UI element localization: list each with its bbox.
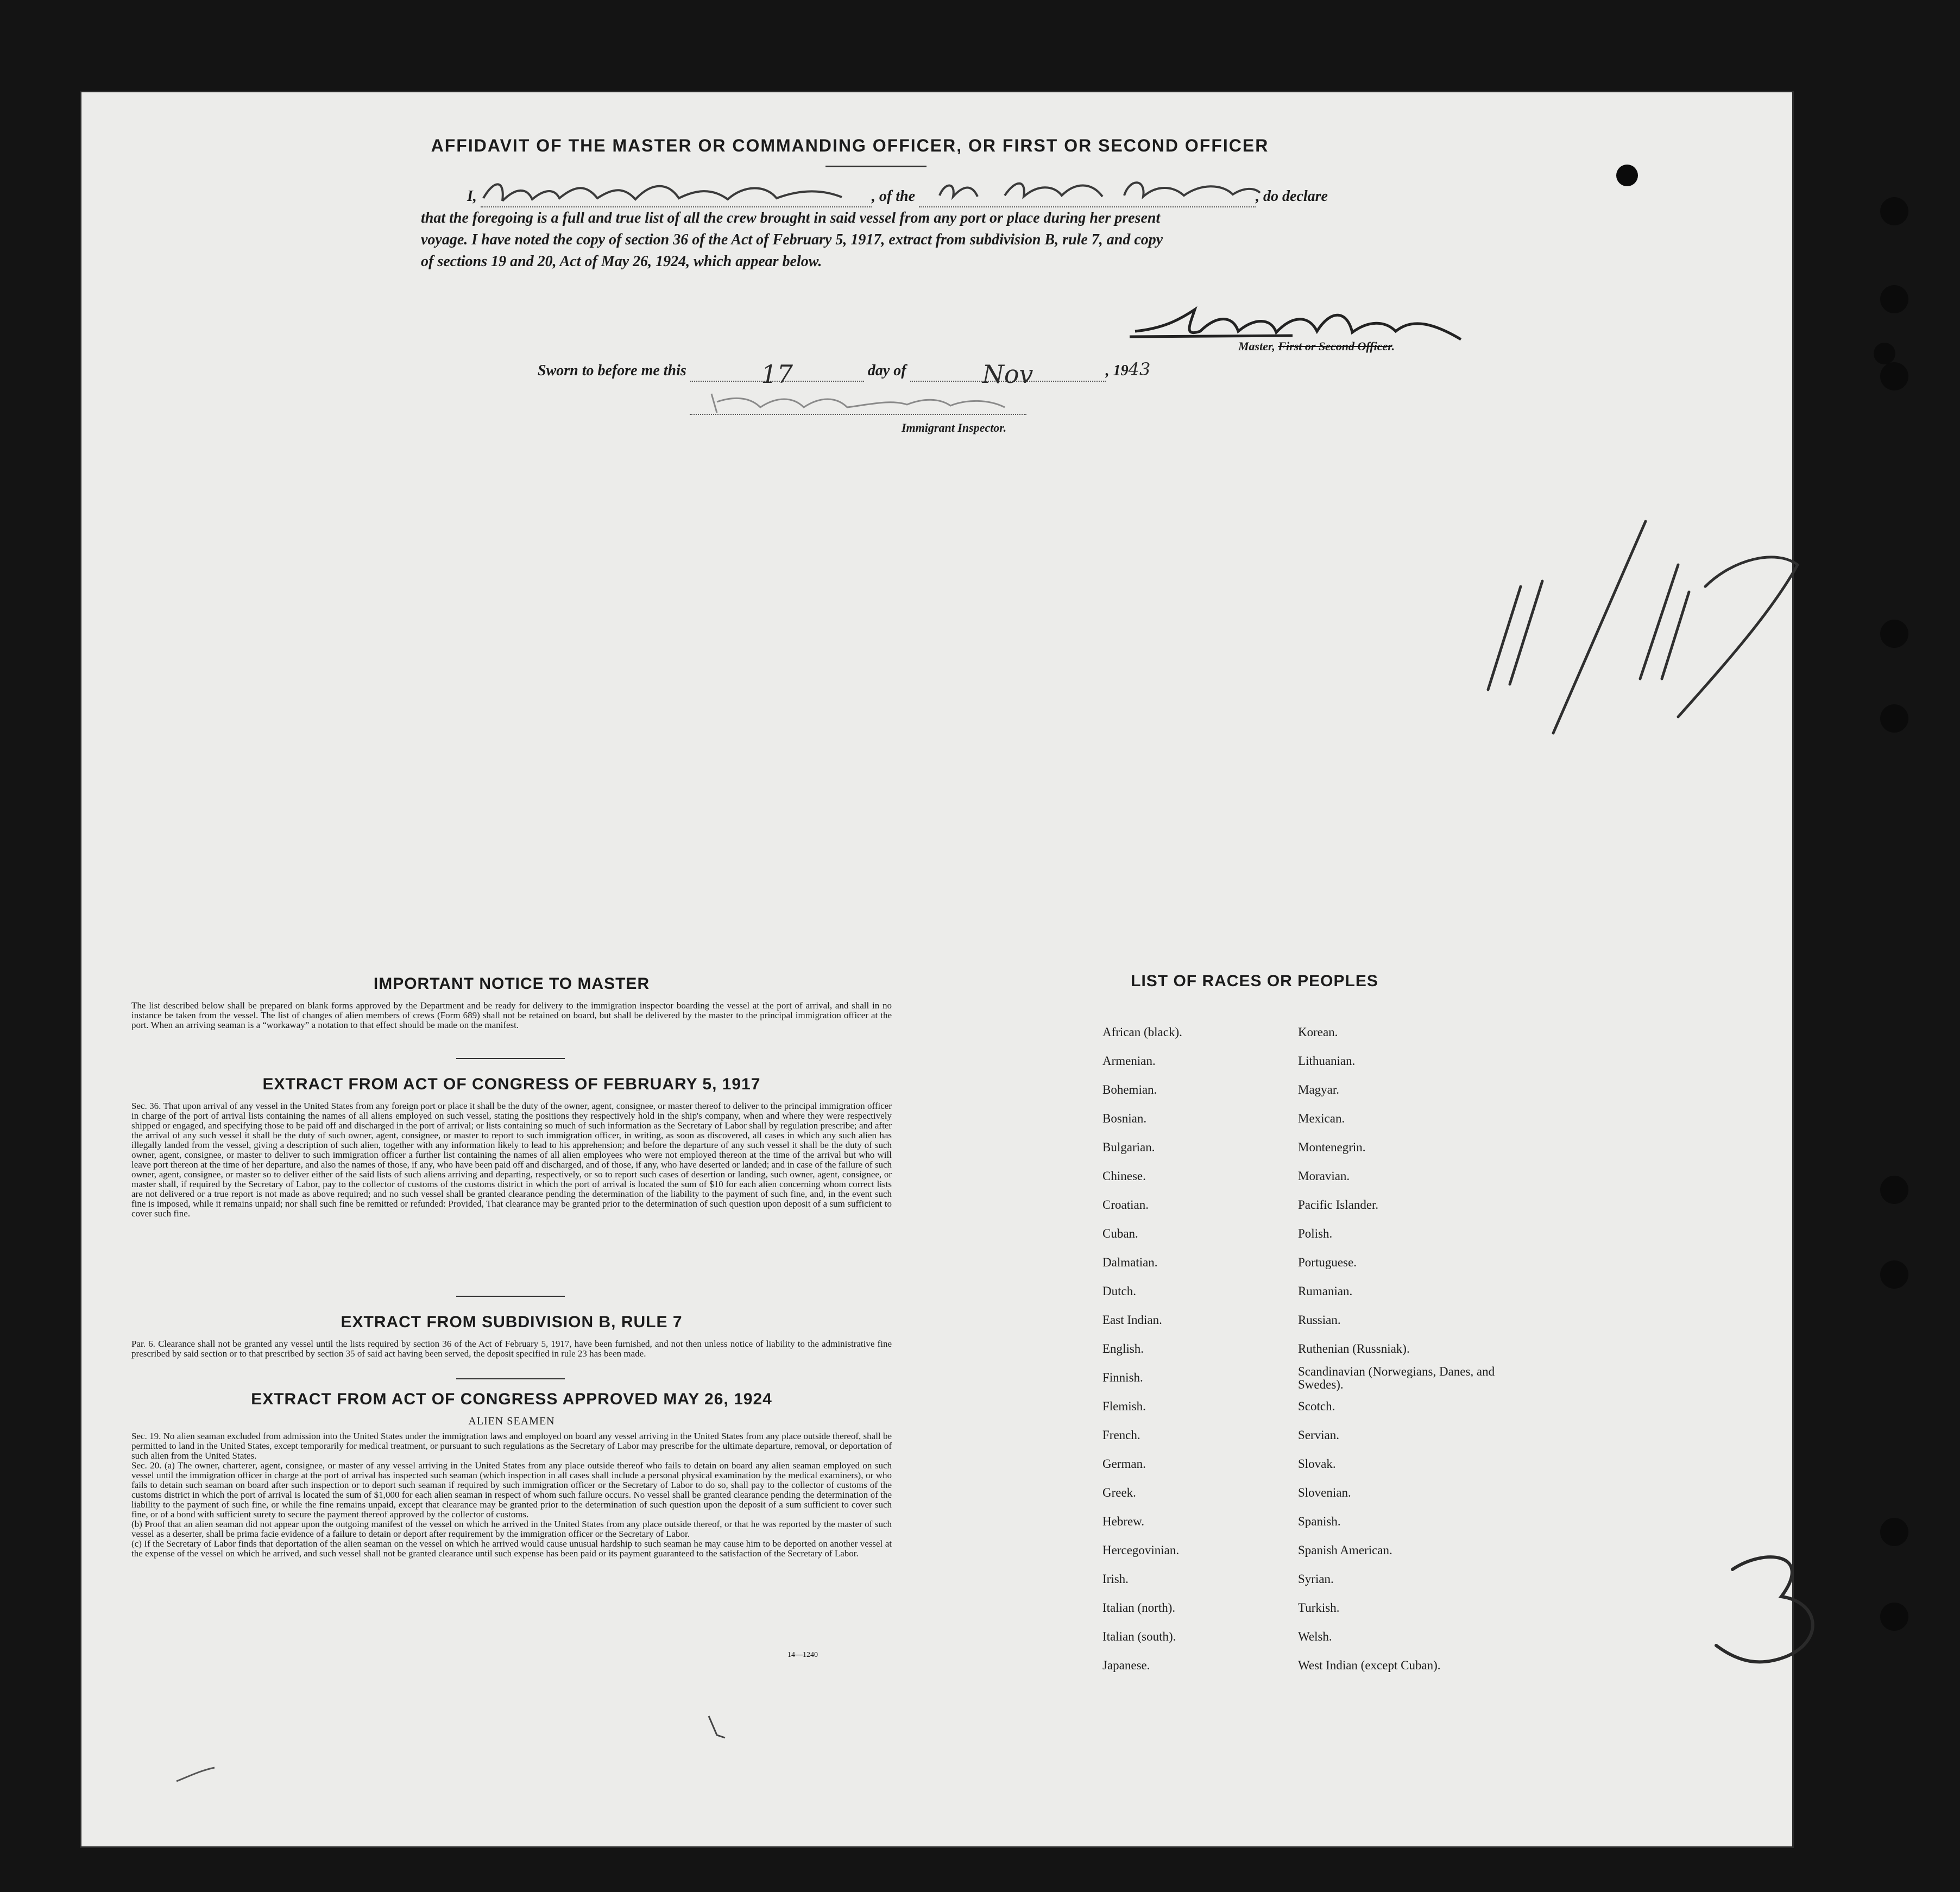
extract-rule7-body: Par. 6. Clearance shall not be granted any vessel until the lists required by section 36 of the Act of February 5, 1917, have been furnished, and not then unless notice of liability to the administrative fine prescribed by said section or to that prescribed by section 35 of said act having been served, the deposit specified in rule 23 has been made.: [131, 1339, 892, 1359]
master-name-handwriting: [472, 176, 864, 209]
race-item: Bulgarian.: [1102, 1140, 1155, 1154]
stray-mark: [174, 1765, 217, 1787]
declare-label: , do declare: [1256, 188, 1328, 205]
affidavit-title: AFFIDAVIT OF THE MASTER OR COMMANDING OFFICER, OR FIRST OR SECOND OFFICER: [431, 136, 1269, 155]
race-item: German.: [1102, 1457, 1146, 1471]
year-prefix: , 19: [1105, 362, 1129, 379]
race-item: Welsh.: [1298, 1630, 1332, 1643]
punch-hole: [1880, 1518, 1908, 1546]
struck-officer-label: First or Second Officer: [1278, 339, 1392, 353]
race-item: Hercegovinian.: [1102, 1543, 1180, 1557]
sworn-line: [538, 358, 1151, 389]
race-item: Lithuanian.: [1298, 1054, 1356, 1068]
stray-mark: [706, 1713, 728, 1740]
notice-body: The list described below shall be prepared on blank forms approved by the Department and be ready for delivery to the immigration inspector boarding the vessel at the port of arrival, and shall in no instance be taken from the vessel. The list of changes of alien members of crews (Form 689) shall not be retained on board, but shall be delivered by the master to the principal immigration officer at the port. When an arriving seaman is a “workaway” a notation to that effect should be made on the manifest.: [131, 1000, 892, 1030]
race-item: Pacific Islander.: [1298, 1198, 1379, 1212]
handwritten-page-number: [1705, 1548, 1825, 1673]
race-item: Japanese.: [1102, 1658, 1150, 1672]
race-item: Turkish.: [1298, 1601, 1340, 1614]
punch-hole: [1880, 704, 1908, 733]
race-item: West Indian (except Cuban).: [1298, 1658, 1441, 1672]
extract-1924-title: EXTRACT FROM ACT OF CONGRESS APPROVED MAY 26, 1924: [251, 1390, 772, 1408]
alien-seamen-subtitle: ALIEN SEAMEN: [468, 1415, 555, 1427]
handwritten-date-annotation: [1477, 516, 1814, 744]
punch-hole: [1880, 1176, 1908, 1204]
punch-hole: [1880, 620, 1908, 648]
divider: [825, 166, 927, 167]
race-item: Bosnian.: [1102, 1112, 1147, 1125]
race-item: Italian (north).: [1102, 1601, 1176, 1614]
race-item: Mexican.: [1298, 1112, 1345, 1125]
day-of-label: day of: [867, 362, 906, 379]
race-item: Portuguese.: [1298, 1256, 1357, 1269]
form-number: 14—1240: [787, 1651, 818, 1659]
race-item: Russian.: [1298, 1313, 1341, 1327]
race-item: Greek.: [1102, 1486, 1136, 1499]
race-item: Bohemian.: [1102, 1083, 1157, 1096]
extract-1917-title: EXTRACT FROM ACT OF CONGRESS OF FEBRUARY 5, 1917: [262, 1075, 761, 1093]
sec-20c: (c) If the Secretary of Labor finds that deportation of the alien seaman on the vessel on which he arrived would cause unusual hardship to such seaman he may cause him to be deported on another vessel at the expense of the vessel on which he arrived, and such vessel shall not be granted clearance until such expense has been paid or its payment guaranteed to the satisfaction of the Secretary of Labor.: [131, 1538, 892, 1559]
race-item: Servian.: [1298, 1428, 1340, 1442]
affidavit-line-3: voyage. I have noted the copy of section 36 of the Act of February 5, 1917, extract from subdivision B, rule 7, and copy: [421, 231, 1163, 248]
sworn-month-field: [910, 360, 1106, 389]
race-item: Italian (south).: [1102, 1630, 1176, 1643]
race-item: African (black).: [1102, 1025, 1182, 1039]
race-item: East Indian.: [1102, 1313, 1162, 1327]
punch-hole: [1880, 362, 1908, 390]
inspector-signature: [706, 383, 1010, 415]
race-item: Dalmatian.: [1102, 1256, 1158, 1269]
race-item: Spanish American.: [1298, 1543, 1392, 1557]
affidavit-line-4: of sections 19 and 20, Act of May 26, 1924, which appear below.: [421, 253, 822, 270]
race-item: Montenegrin.: [1298, 1140, 1366, 1154]
races-title: LIST OF RACES OR PEOPLES: [1131, 972, 1378, 990]
notice-title: IMPORTANT NOTICE TO MASTER: [373, 975, 650, 993]
punch-hole: [1874, 343, 1895, 364]
extract-1917-body: Sec. 36. That upon arrival of any vessel in the United States from any foreign port or place it shall be the duty of the owner, agent, consignee, or master thereof to deliver to the principal immigration officer in charge of the port of arrival lists containing the names of all aliens employed on such vessel, stating the positions they respectively hold in the ship's company, when and where they were respectively shipped or engaged, and specifying those to be paid off and discharged in the port of arrival; or lists containing so much of such information as the Secretary of Labor shall by regulation prescribe; and after the arrival of any such vessel it shall be the duty of such owner, agent, consignee, or master to report to such immigration officer, in writing, as soon as discovered, all cases in which any such alien has illegally landed from the vessel, giving a description of such alien, together with any information likely to lead to his apprehension; and before the departure of any such vessel it shall be the duty of such owner, agent, consignee, or master to deliver to such immigration officer a further list containing the names of all alien employees who were not employed thereon at the time of the arrival but who will leave port thereon at the time of her departure, and also the names of those, if any, who have been paid off and discharged, and of those, if any, who have deserted or landed; and in case of the failure of such owner, agent, consignee, or master so to deliver either of the said lists of such aliens arriving and departing, respectively, or so to report such cases of desertion or landing, such owner, agent, consignee, or master shall, if required by the Secretary of Labor, pay to the collector of customs of the customs district in which the port of arrival is located the sum of $10 for each alien concerning whom correct lists are not delivered or a true report is not made as above required; and no such vessel shall be granted clearance pending the determination of the liability to the payment of such fine, and, in the event such fine is imposed, while it remains unpaid; nor shall such fine be remitted or refunded: Provided, That clearance may be granted prior to the determination of such question upon deposit of a sum sufficient to cover such fine.: [131, 1101, 892, 1219]
punch-hole: [1880, 285, 1908, 313]
race-item: Slovenian.: [1298, 1486, 1351, 1499]
sworn-day: 17: [761, 360, 793, 389]
divider: [456, 1296, 565, 1297]
sworn-day-field: [690, 360, 864, 389]
race-item: Scotch.: [1298, 1399, 1335, 1413]
punch-hole: [1880, 1260, 1908, 1289]
master-label: Master,: [1238, 339, 1278, 353]
race-item: Cuban.: [1102, 1227, 1138, 1240]
race-item: Hebrew.: [1102, 1515, 1145, 1528]
master-caption: [1238, 336, 1395, 357]
race-item: Slovak.: [1298, 1457, 1336, 1471]
sec-19: Sec. 19. No alien seaman excluded from admission into the United States under the immigration laws and employed on board any vessel arriving in the United States from any place outside thereof, shall be permitted to land in the United States, except temporarily for medical treatment, or pursuant to such regulations as the Secretary of Labor may prescribe for the ultimate departure, removal, or deportation of such alien from the United States.: [131, 1431, 892, 1461]
caption-period: .: [1391, 339, 1395, 353]
race-item: Spanish.: [1298, 1515, 1341, 1528]
race-item: Dutch.: [1102, 1284, 1136, 1298]
sworn-month: Nov: [982, 360, 1033, 389]
divider: [456, 1058, 565, 1059]
of-the-label: , of the: [871, 188, 916, 205]
race-item: Scandinavian (Norwegians, Danes, and Swedes).: [1298, 1365, 1495, 1391]
race-item: Moravian.: [1298, 1169, 1350, 1183]
race-item: Polish.: [1298, 1227, 1333, 1240]
inspector-caption: Immigrant Inspector.: [902, 421, 1007, 434]
race-item: Magyar.: [1298, 1083, 1340, 1096]
race-item: Irish.: [1102, 1572, 1129, 1586]
sec-20b: (b) Proof that an alien seaman did not appear upon the outgoing manifest of the vessel on which he arrived in the United States from any place outside thereof, or that he was reported by the master of such vessel as a deserter, shall be prima facie evidence of a failure to detain or deport after requirement by the immigration officer or the Secretary of Labor.: [131, 1519, 892, 1539]
extract-rule7-title: EXTRACT FROM SUBDIVISION B, RULE 7: [341, 1313, 683, 1331]
i-label: I,: [467, 188, 477, 205]
race-item: Finnish.: [1102, 1371, 1143, 1384]
vessel-name-handwriting: [929, 174, 1265, 206]
punch-hole: [1880, 1603, 1908, 1631]
punch-hole: [1880, 197, 1908, 225]
punch-hole: [1616, 165, 1638, 186]
race-item: French.: [1102, 1428, 1140, 1442]
sworn-year: 43: [1128, 359, 1151, 380]
document-page: [81, 92, 1792, 1846]
race-item: Rumanian.: [1298, 1284, 1353, 1298]
race-item: Croatian.: [1102, 1198, 1149, 1212]
race-item: English.: [1102, 1342, 1144, 1355]
race-item: Chinese.: [1102, 1169, 1146, 1183]
race-item: Ruthenian (Russniak).: [1298, 1342, 1410, 1355]
race-item: Flemish.: [1102, 1399, 1146, 1413]
race-item: Syrian.: [1298, 1572, 1334, 1586]
race-item: Korean.: [1298, 1025, 1338, 1039]
sec-20a: Sec. 20. (a) The owner, charterer, agent, consignee, or master of any vessel arriving in the United States from any place outside thereof who fails to detain on board any alien seaman employed on such vessel until the immigration officer in charge at the port of arrival has inspected such seaman (which inspection in all cases shall include a personal physical examination by the medical examiners), or who fails to detain such seaman on board after such inspection or to deport such seaman if required by such immigration officer or the Secretary of Labor to do so, shall pay to the collector of customs of the customs district in which the port of arrival is located the sum of $1,000 for each alien seaman in respect of whom such failure occurs. No vessel shall be granted clearance pending the determination of the liability to the payment of such fine, or while the fine remains unpaid, except that clearance may be granted prior to the determination of such question upon the deposit of a sum sufficient to cover such fine, or of a bond with sufficient surety to secure the payment thereof approved by the collector of customs.: [131, 1460, 892, 1519]
sworn-label: Sworn to before me this: [538, 362, 686, 379]
divider: [456, 1378, 565, 1379]
extract-1924-body: [131, 1431, 892, 1559]
race-item: Armenian.: [1102, 1054, 1156, 1068]
affidavit-line-2: that the foregoing is a full and true list of all the crew brought in said vessel from any port or place during her present: [421, 210, 1161, 226]
